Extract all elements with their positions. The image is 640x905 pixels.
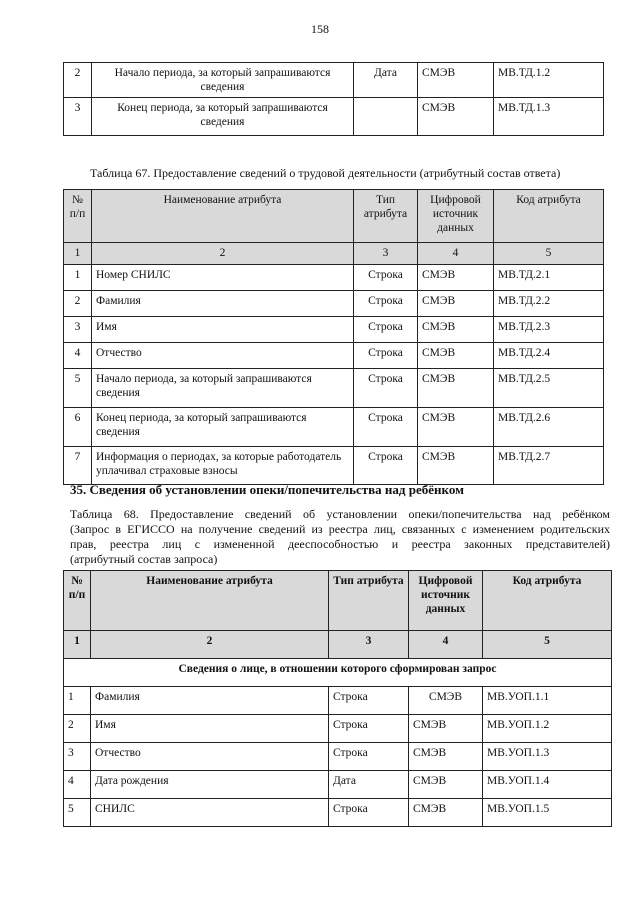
cell-name: Отчество [91,743,329,771]
table-row [64,98,604,136]
cell-code: МВ.ТД.1.3 [494,98,604,136]
cell-num: 4 [64,343,92,369]
header-row [64,190,604,243]
cell-source: СМЭВ [418,317,494,343]
cell-code: МВ.УОП.1.4 [483,771,612,799]
cell-name: Дата рождения [91,771,329,799]
cell-code: МВ.УОП.1.5 [483,799,612,827]
index-row [64,243,604,265]
cell-type: Строка [354,408,418,447]
index-cell: 1 [64,631,91,659]
table-row [64,799,612,827]
table68-caption [70,507,610,567]
table-row [64,687,612,715]
index-cell: 4 [418,243,494,265]
cell-source: СМЭВ [409,771,483,799]
cell-name: Номер СНИЛС [92,265,354,291]
table68 [63,570,612,827]
cell-type: Строка [329,799,409,827]
cell-num: 5 [64,369,92,408]
cell-source: СМЭВ [418,343,494,369]
table-row [64,408,604,447]
index-cell: 2 [91,631,329,659]
table-row [64,743,612,771]
table-row [64,63,604,98]
cell-source: СМЭВ [418,291,494,317]
page-number: 158 [311,22,329,36]
cell-name: Фамилия [92,291,354,317]
cell-type [354,98,418,136]
cell-type: Строка [354,343,418,369]
cell-type: Строка [354,291,418,317]
group-row [64,659,612,687]
header-name: Наименование атрибута [92,190,354,243]
cell-name: Отчество [92,343,354,369]
cell-name: Начало периода, за который запрашиваются сведения [92,369,354,408]
cell-name: СНИЛС [91,799,329,827]
header-type: Тип атрибута [354,190,418,243]
header-num: № п/п [64,571,91,631]
cell-source: СМЭВ [418,408,494,447]
table67-caption: Таблица 67. Предоставление сведений о трудовой деятельности (атрибутный состав ответа) [90,166,561,180]
table67 [63,189,604,485]
cell-name: Конец периода, за который запрашиваются сведения [92,408,354,447]
cell-source: СМЭВ [418,63,494,98]
cell-num: 2 [64,715,91,743]
caption-line: (атрибутный состав запроса) [70,552,218,566]
header-row [64,571,612,631]
cell-type: Строка [354,317,418,343]
header-code: Код атрибута [494,190,604,243]
cell-num: 5 [64,799,91,827]
cell-type: Дата [354,63,418,98]
cell-code: МВ.ТД.2.6 [494,408,604,447]
cell-num: 1 [64,687,91,715]
section-heading: 35. Сведения об установлении опеки/попечительства над ребёнком [70,482,464,497]
cell-name: Имя [92,317,354,343]
index-cell: 3 [329,631,409,659]
cell-type: Строка [329,715,409,743]
cell-num: 3 [64,317,92,343]
cell-code: МВ.ТД.2.2 [494,291,604,317]
cell-type: Строка [354,265,418,291]
cell-source: СМЭВ [409,799,483,827]
cell-code: МВ.ТД.2.3 [494,317,604,343]
cell-source: СМЭВ [418,98,494,136]
header-source: Цифровой источник данных [409,571,483,631]
table-row [64,715,612,743]
cell-code: МВ.ТД.1.2 [494,63,604,98]
cell-source: СМЭВ [409,743,483,771]
cell-num: 7 [64,447,92,485]
caption-line: прав, реестра лиц с измененной дееспособностью и реестра законных представителей) [70,537,610,551]
group-title: Сведения о лице, в отношении которого сформирован запрос [64,659,612,687]
cell-code: МВ.ТД.2.5 [494,369,604,408]
cell-num: 6 [64,408,92,447]
cell-source: СМЭВ [418,447,494,485]
index-cell: 4 [409,631,483,659]
cell-source: СМЭВ [409,687,483,715]
header-code: Код атрибута [483,571,612,631]
cell-type: Строка [329,743,409,771]
cell-code: МВ.ТД.2.7 [494,447,604,485]
cell-num: 2 [64,63,92,98]
table-row [64,447,604,485]
table-row [64,369,604,408]
cell-code: МВ.ТД.2.4 [494,343,604,369]
cell-name: Фамилия [91,687,329,715]
header-type: Тип атрибута [329,571,409,631]
cell-source: СМЭВ [409,715,483,743]
index-cell: 3 [354,243,418,265]
index-cell: 2 [92,243,354,265]
cell-num: 1 [64,265,92,291]
cell-type: Строка [354,369,418,408]
cell-code: МВ.УОП.1.2 [483,715,612,743]
cell-num: 3 [64,98,92,136]
cell-name: Имя [91,715,329,743]
table-row [64,343,604,369]
cell-source: СМЭВ [418,265,494,291]
table-row [64,265,604,291]
index-cell: 5 [483,631,612,659]
index-cell: 5 [494,243,604,265]
cell-name: Начало периода, за который запрашиваются сведения [92,63,354,98]
header-num: № п/п [64,190,92,243]
caption-line: (Запрос в ЕГИССО на получение сведений из реестра лиц, связанных с изменением родительских [70,522,610,536]
table-row [64,291,604,317]
table-row [64,317,604,343]
index-row [64,631,612,659]
cell-name: Конец периода, за который запрашиваются сведения [92,98,354,136]
header-name: Наименование атрибута [91,571,329,631]
header-source: Цифровой источник данных [418,190,494,243]
cell-num: 2 [64,291,92,317]
cell-num: 3 [64,743,91,771]
cell-type: Строка [354,447,418,485]
cell-source: СМЭВ [418,369,494,408]
cell-name: Информация о периодах, за которые работодатель уплачивал страховые взносы [92,447,354,485]
cell-code: МВ.УОП.1.1 [483,687,612,715]
cell-code: МВ.ТД.2.1 [494,265,604,291]
caption-line: Таблица 68. Предоставление сведений об установлении опеки/попечительства над ребёнком [70,507,610,521]
table-prev [63,62,604,136]
cell-type: Дата [329,771,409,799]
cell-num: 4 [64,771,91,799]
index-cell: 1 [64,243,92,265]
cell-code: МВ.УОП.1.3 [483,743,612,771]
table-row [64,771,612,799]
cell-type: Строка [329,687,409,715]
